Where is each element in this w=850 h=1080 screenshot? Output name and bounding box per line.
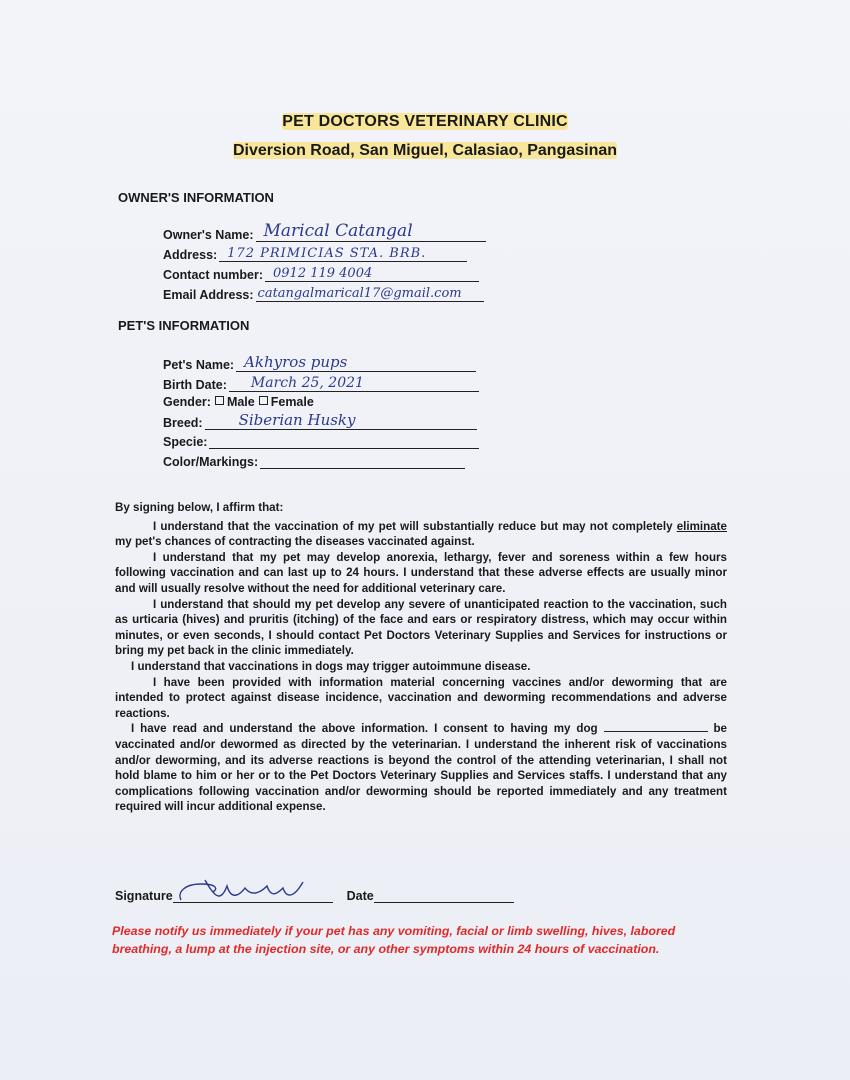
dog-name-blank[interactable]: [604, 721, 708, 732]
date-label: Date: [346, 889, 374, 903]
owner-contact-value: 0912 119 4004: [273, 266, 373, 281]
owner-address-label: Address:: [163, 248, 218, 262]
pet-name-value: Akhyros pups: [244, 353, 348, 371]
affirmation-text: [115, 500, 727, 815]
owner-contact-field[interactable]: [163, 265, 479, 282]
pet-name-label: Pet's Name:: [163, 358, 235, 372]
date-field[interactable]: [374, 888, 514, 903]
affirmation-paragraph-6: I have read and understand the above information. I consent to having my dog be vaccinated and/or dewormed as directed by the veterinarian. I understand the inherent risk of vaccinations and/or deworming, and its adverse reactions is beyond the control of the attending veterinarian, I shall not hold blame to him or her or to the Pet Doctors Veterinary Supplies and Services staffs. I understand that any complications following vaccination and/or deworming should be reported immediately and any treatment required will incur additional expense.: [115, 722, 727, 814]
affirmation-paragraph-2: I understand that my pet may develop anorexia, lethargy, fever and soreness within a few hours following vaccination and can last up to 24 hours. I understand that these adverse effects are usually minor and will usually resolve without the need for additional veterinary care.: [115, 550, 727, 595]
clinic-address: Diversion Road, San Miguel, Calasiao, Pangasinan: [232, 142, 618, 159]
gender-female-checkbox[interactable]: [259, 396, 268, 405]
affirmation-paragraph-1: I understand that the vaccination of my pet will substantially reduce but may not completely eliminate my pet's chances of contracting the diseases vaccinated against.: [115, 519, 727, 549]
pet-section-heading: PET'S INFORMATION: [118, 318, 250, 333]
pet-breed-value: Siberian Husky: [238, 411, 356, 429]
pet-breed-field[interactable]: [163, 413, 477, 430]
signature-row: [115, 880, 514, 903]
owner-name-field[interactable]: [163, 221, 486, 242]
handwritten-signature-icon: [175, 872, 315, 906]
signature-label: Signature: [115, 889, 173, 903]
pet-color-field[interactable]: [163, 452, 465, 469]
pet-gender-field: [163, 395, 314, 409]
gender-female-label: Female: [270, 395, 314, 409]
gender-male-label: Male: [226, 395, 255, 409]
owner-name-label: Owner's Name:: [163, 228, 254, 242]
affirmation-lead: By signing below, I affirm that:: [115, 501, 284, 514]
affirmation-paragraph-4: I understand that vaccinations in dogs may trigger autoimmune disease.: [131, 659, 531, 673]
owner-address-field[interactable]: [163, 245, 467, 262]
pet-specie-field[interactable]: [163, 432, 479, 449]
affirmation-paragraph-3: I understand that should my pet develop any severe of unanticipated reaction to the vaccination, such as urticaria (hives) and pruritis (itching) of the face and ears or respiratory distress, which may occur within minutes, or even seconds, I should contact Pet Doctors Veterinary Supplies and Services for instructions or bring my pet back in the clinic immediately.: [115, 597, 727, 658]
owner-section-heading: OWNER'S INFORMATION: [118, 190, 274, 205]
pet-specie-label: Specie:: [163, 435, 208, 449]
owner-email-field[interactable]: [163, 285, 484, 302]
pet-birthdate-value: March 25, 2021: [250, 375, 364, 391]
owner-email-label: Email Address:: [163, 288, 254, 302]
owner-contact-label: Contact number:: [163, 268, 263, 282]
pet-birthdate-label: Birth Date:: [163, 378, 227, 392]
clinic-name: PET DOCTORS VETERINARY CLINIC: [282, 113, 568, 130]
symptom-notice: Please notify us immediately if your pet has any vomiting, facial or limb swelling, hives, labored breathing, a lump at the injection site, or any other symptoms within 24 hours of vaccination.: [112, 924, 676, 956]
signature-field[interactable]: [173, 880, 333, 903]
owner-name-value: Marical Catangal: [263, 221, 413, 241]
owner-email-value: catangalmarical17@gmail.com: [257, 286, 462, 301]
gender-label: Gender:: [163, 395, 211, 409]
owner-address-value: 172 PRIMICIAS STA. BRB.: [227, 246, 427, 261]
pet-name-field[interactable]: [163, 355, 476, 372]
pet-color-label: Color/Markings:: [163, 455, 259, 469]
gender-male-checkbox[interactable]: [215, 396, 224, 405]
pet-birthdate-field[interactable]: [163, 375, 479, 392]
affirmation-paragraph-5: I have been provided with information material concerning vaccines and/or deworming that are intended to protect against disease incidence, vaccination and deworming recommendations and adverse reactions.: [115, 675, 727, 720]
pet-breed-label: Breed:: [163, 416, 203, 430]
